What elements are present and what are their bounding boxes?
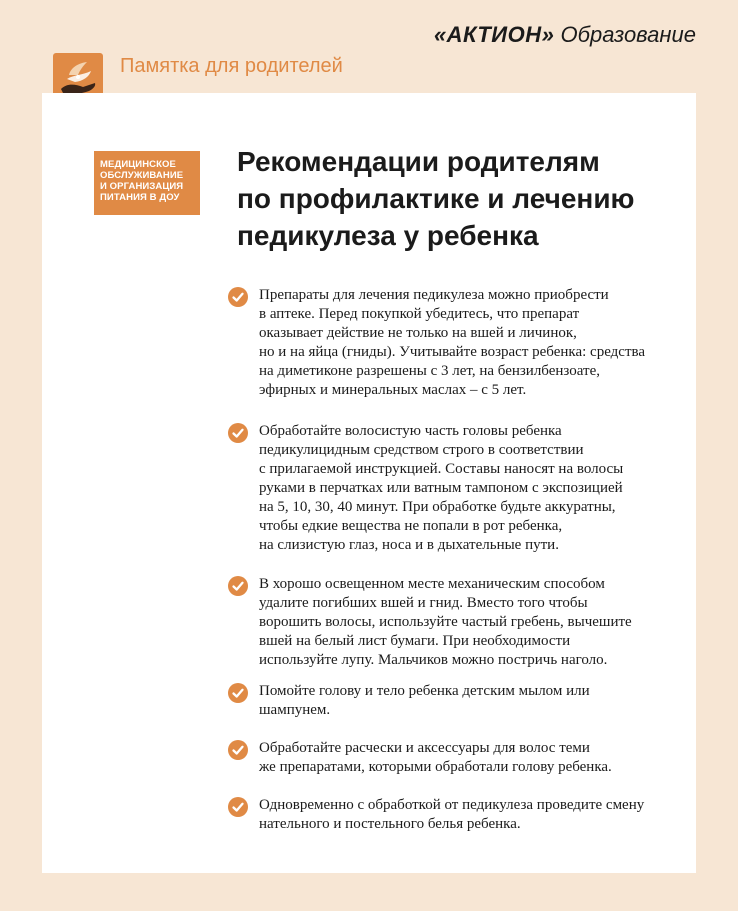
badge-line: ПИТАНИЯ В ДОУ [100,192,180,203]
item-line: педикулицидным средством строго в соответствии [259,442,584,458]
content-card [42,93,696,873]
item-line: на слизистую глаз, носа и в дыхательные пути. [259,537,559,553]
page-title [237,143,667,254]
item-line: Одновременно с обработкой от педикулеза проведите смену [259,797,645,813]
item-line: же препаратами, которыми обработали голову ребенка. [259,759,612,775]
item-line: Помойте голову и тело ребенка детским мылом или [259,683,590,699]
item-line: руками в перчатках или ватным тампоном с экспозицией [259,480,623,496]
brand-logo [434,22,696,48]
item-line: используйте лупу. Мальчиков можно постричь наголо. [259,652,608,668]
item-text [259,739,679,777]
item-line: шампунем. [259,702,331,718]
check-icon [228,423,248,443]
item-line: эфирных и минеральных маслах – с 5 лет. [259,382,527,398]
item-line: В хорошо освещенном месте механическим способом [259,576,605,592]
title-line: Рекомендации родителям [237,146,600,177]
item-line: удалите погибших вшей и гнид. Вместо того чтобы [259,595,588,611]
title-line: педикулеза у ребенка [237,220,539,251]
check-icon [228,576,248,596]
item-line: оказывает действие не только на вшей и личинок, [259,325,577,341]
title-line: по профилактике и лечению [237,183,635,214]
item-line: на диметиконе разрешены с 3 лет, на бензилбензоате, [259,363,601,379]
memo-label: Памятка для родителей [120,55,343,77]
item-text [259,286,679,400]
item-line: ворошить волосы, используйте частый гребень, вычешите [259,614,632,630]
badge-line: МЕДИЦИНСКОЕ [100,159,176,170]
badge-line: И ОРГАНИЗАЦИЯ [100,181,184,192]
item-line: Препараты для лечения педикулеза можно приобрести [259,287,609,303]
item-line: в аптеке. Перед покупкой убедитесь, что препарат [259,306,580,322]
item-line: нательного и постельного белья ребенка. [259,816,521,832]
badge-line: ОБСЛУЖИВАНИЕ [100,170,184,181]
item-text [259,796,679,834]
item-line: вшей на белый лист бумаги. При необходимости [259,633,571,649]
category-badge [94,151,200,215]
item-line: но и на яйца (гниды). Учитывайте возраст ребенка: средства [259,344,646,360]
item-text [259,575,679,670]
item-line: с прилагаемой инструкцией. Составы наносят на волосы [259,461,624,477]
check-icon [228,683,248,703]
item-line: чтобы едкие вещества не попали в рот ребенка, [259,518,563,534]
check-icon [228,740,248,760]
brand-name-bold: «АКТИОН» [433,22,555,47]
item-line: Обработайте расчески и аксессуары для волос теми [259,740,590,756]
check-icon [228,287,248,307]
item-line: на 5, 10, 30, 40 минут. При обработке будьте аккуратны, [259,499,616,515]
item-line: Обработайте волосистую часть головы ребенка [259,423,562,439]
check-icon [228,797,248,817]
item-text [259,682,679,720]
item-text [259,422,679,555]
brand-name-normal: Образование [560,22,696,47]
